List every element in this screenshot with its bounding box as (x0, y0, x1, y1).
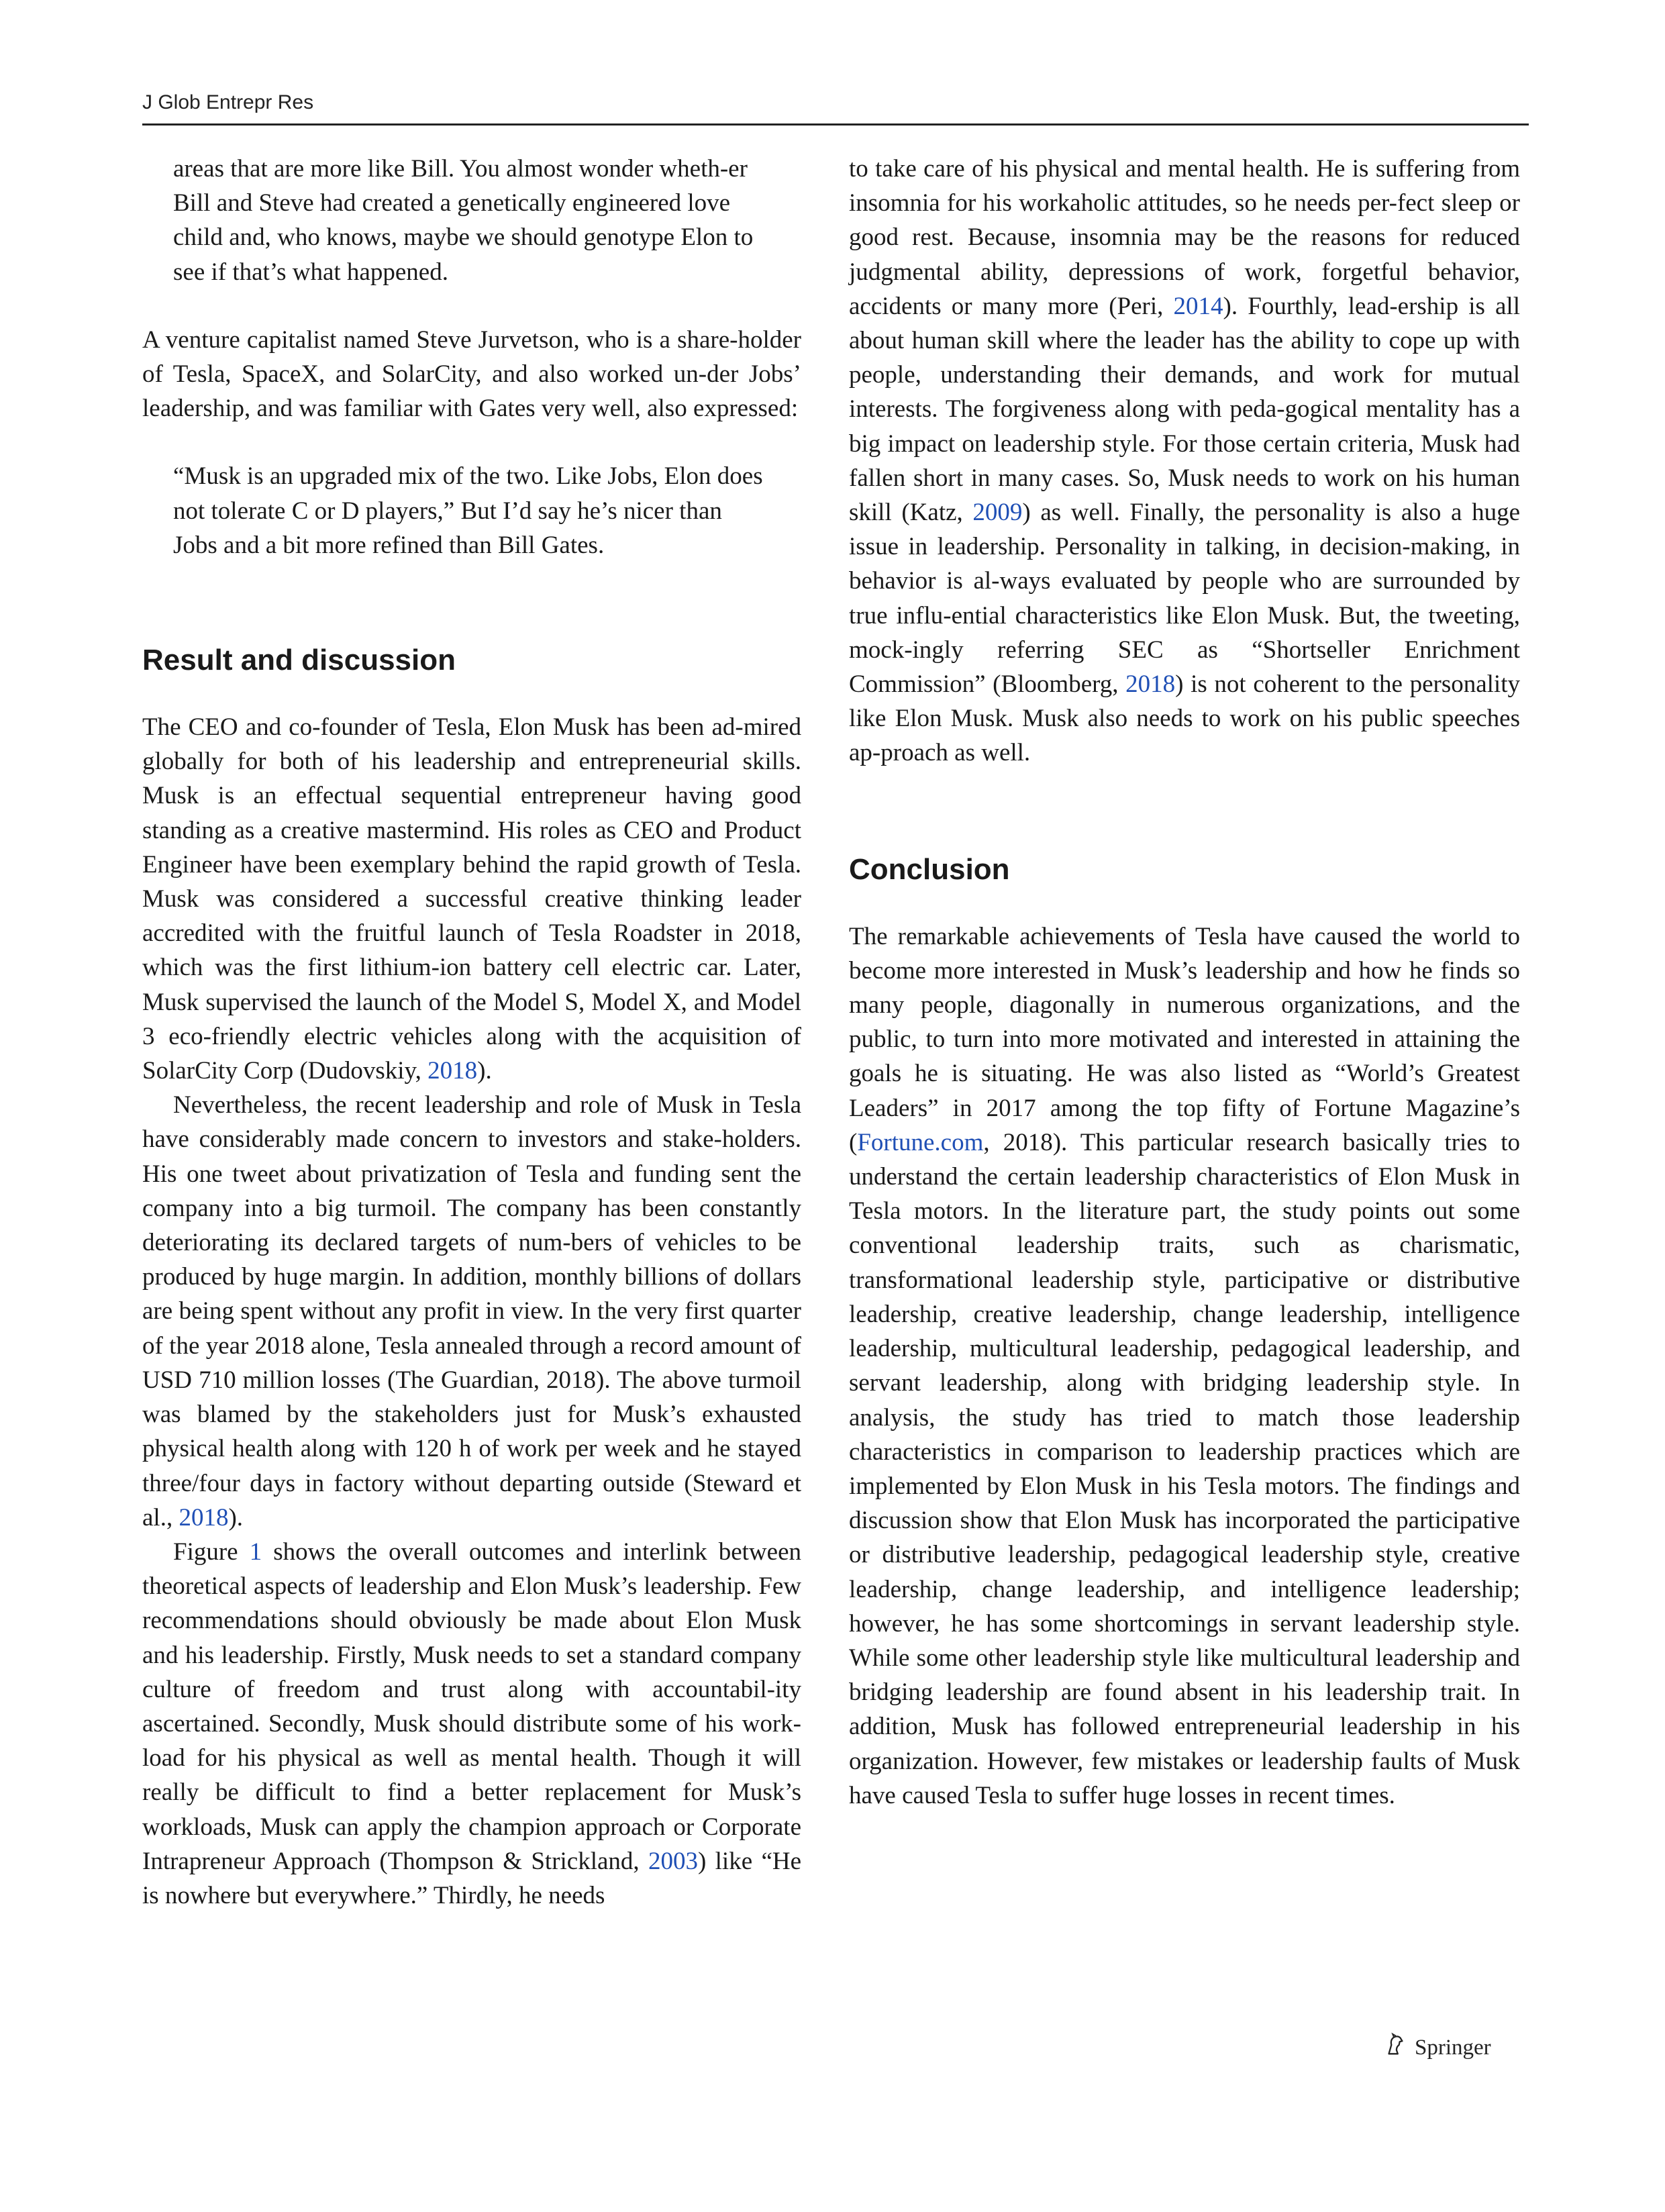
publisher-logo (1382, 2032, 1491, 2064)
running-head-journal: J Glob Entrepr Res (142, 91, 314, 113)
figure-link[interactable]: 1 (249, 1538, 262, 1566)
quote-text: “Musk is an upgraded mix of the two. Like Jobs, Elon does not tolerate C or D players,” But I’d say he’s nicer than Jobs and a bit more refined than Bill Gates. (173, 462, 763, 559)
right-column (849, 152, 1520, 1813)
paragraph: A venture capitalist named Steve Jurvetson, who is a share-holder of Tesla, SpaceX, and SolarCity, and also worked un-der Jobs’ leadership, and was familiar with Gates very well, also expressed: (142, 325, 801, 423)
citation-link[interactable]: 2014 (1173, 292, 1223, 320)
citation-link[interactable]: 2018 (427, 1057, 478, 1085)
paragraph: Figure 1 shows the overall outcomes and interlink between theoretical aspects of leadership and Elon Musk’s leadership. Few recommendations should obviously be made about Elon Musk and his leadership. Firstly, Musk needs to set a standard company culture of freedom and trust along with accountabil-ity ascertained. Secondly, Musk should distribute some of his work-load for his physical as well as mental health. Though it will really be difficult to find a better replacement for Musk’s workloads, Musk can apply the champion approach or Corporate Intrapreneur Approach (Thompson & Strickland, 2003) like “He is nowhere but everywhere.” Thirdly, he needs (142, 1538, 802, 1909)
citation-link[interactable]: Fortune.com (857, 1128, 984, 1156)
citation-link[interactable]: 2003 (648, 1847, 698, 1875)
header-rule (142, 123, 1529, 125)
section-heading-result-discussion: Result and discussion (142, 644, 456, 677)
quote-text: areas that are more like Bill. You almost wonder wheth-er Bill and Steve had created a genetically engineered love child and, who knows, maybe we should genotype Elon to see if that’s what happened. (173, 155, 754, 286)
citation-link[interactable]: 2018 (1125, 670, 1176, 699)
paragraph: Nevertheless, the recent leadership and role of Musk in Tesla have considerably made concern to investors and stake-holders. His one tweet about privatization of Tesla and funding sent the company into a big turmoil. The company has been constantly deteriorating its declared targets of num-bers of vehicles to be produced by huge margin. In addition, monthly billions of dollars are being spent without any profit in view. In the very first quarter of the year 2018 alone, Tesla annealed through a record amount of USD 710 million losses (The Guardian, 2018). The above turmoil was blamed by the stakeholders just for Musk’s exhausted physical health along with 120 h of work per week and he stayed three/four days in factory without departing outside (Steward et al., 2018). (142, 1091, 801, 1531)
block-quote-2 (173, 459, 770, 562)
left-column (142, 152, 801, 1913)
citation-link[interactable]: 2018 (179, 1503, 229, 1531)
citation-link[interactable]: 2009 (972, 499, 1023, 527)
paragraph: to take care of his physical and mental health. He is suffering from insomnia for his workaholic attitudes, so he needs per-fect sleep or good rest. Because, insomnia may be the reasons for reduced judgmental ability, depressions of work, forgetful behavior, accidents or many more (Peri, 2014). Fourthly, lead-ership is all about human skill where the leader has the ability to cope up with people, understanding their demands, and work for mutual interests. The forgiveness along with peda-gogical mentality has a big impact on leadership style. For those certain criteria, Musk had fallen short in many cases. So, Musk needs to work on his human skill (Katz, 2009) as well. Finally, the personality is also a huge issue in leadership. Personality in talking, in decision-making, in behavior is al-ways evaluated by people who are surrounded by true influ-ential characteristics like Elon Musk. But, the tweeting, mock-ingly referring SEC as “Shortseller Enrichment Commission” (Bloomberg, 2018) is not coherent to the personality like Elon Musk. Musk also needs to work on his public speeches ap-proach as well. (849, 155, 1521, 767)
paragraph: The CEO and co-founder of Tesla, Elon Musk has been ad-mired globally for both of his leadership and entrepreneurial skills. Musk is an effectual sequential entrepreneur having good standing as a creative mastermind. His roles as CEO and Product Engineer have been exemplary behind the rapid growth of Tesla. Musk was considered a successful creative thinking leader accredited with the fruitful launch of Tesla Roadster in 2018, which was the first lithium-ion battery cell electric car. Later, Musk supervised the launch of the Model S, Model X, and Model 3 eco-friendly electric vehicles along with the acquisition of SolarCity Corp (Dudovskiy, 2018). (142, 713, 801, 1085)
publisher-name: Springer (1415, 2035, 1491, 2060)
springer-horse-icon (1382, 2032, 1408, 2064)
paragraph: The remarkable achievements of Tesla have caused the world to become more interested in Musk’s leadership and how he finds so many people, diagonally in numerous organizations, and the public, to turn into more motivated and interested in attaining the goals he is situating. He was also listed as “World’s Greatest Leaders” in 2017 among the top fifty of Fortune Magazine’s (Fortune.com, 2018). This particular research basically tries to understand the certain leadership characteristics of Elon Musk in Tesla motors. In the literature part, the study points out some conventional leadership traits, such as charismatic, transformational leadership style, participative or distributive leadership, creative leadership, change leadership, intelligence leadership, multicultural leadership, pedagogical leadership, and servant leadership, along with bridging leadership style. In analysis, the study has tried to match those leadership characteristics in comparison to leadership practices which are implemented by Elon Musk in his Tesla motors. The findings and discussion show that Elon Musk has incorporated the participative or distributive leadership, pedagogical leadership style, creative leadership, change leadership, and intelligence leadership; however, he has some shortcomings in servant leadership style. While some other leadership style like multicultural leadership and bridging leadership are found absent in his leadership trait. In addition, Musk has followed entrepreneurial leadership in his organization. However, few mistakes or leadership faults of Musk have caused Tesla to suffer huge losses in recent times. (849, 922, 1520, 1809)
block-quote-1 (173, 152, 770, 289)
section-heading-conclusion: Conclusion (849, 852, 1010, 886)
